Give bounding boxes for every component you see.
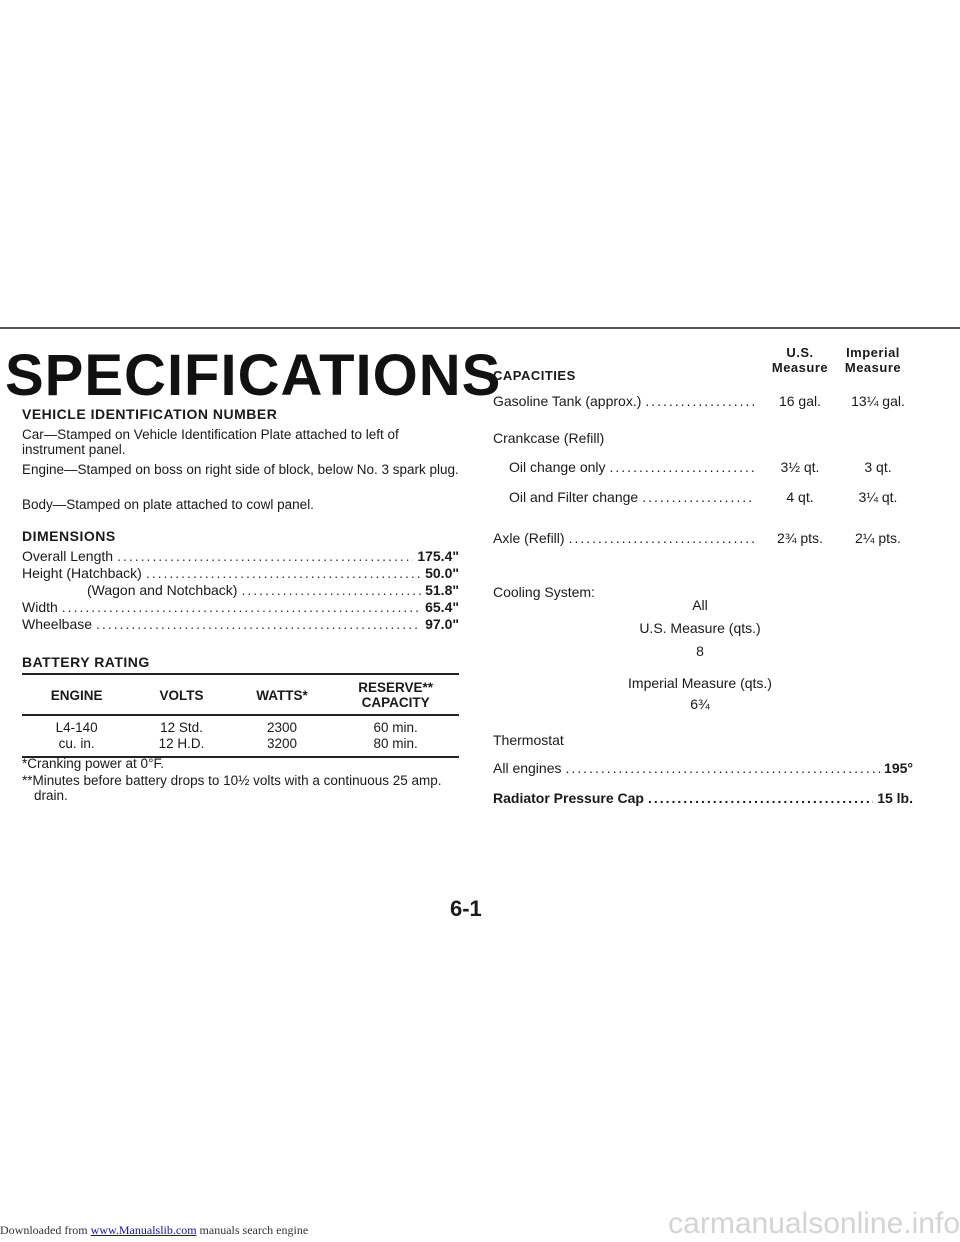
watermark: carmanualsonline.info [668,1207,960,1240]
dimension-row: Height (Hatchback) ..... 50.0" [22,565,459,582]
oil-filter-us: 4 qt. [786,489,814,505]
axle-row: Axle (Refill) ..... [493,530,758,546]
table-row: L4-140 12 Std. 2300 60 min. [55,720,418,735]
vin-engine-text: Engine—Stamped on boss on right side of block, below No. 3 spark plug. [22,462,459,477]
vin-body-text: Body—Stamped on plate attached to cowl panel. [22,497,314,512]
us-measure-header: U.S. Measure [771,345,829,375]
oil-filter-row: Oil and Filter change ..... [509,489,758,505]
table-row: cu. in. 12 H.D. 3200 80 min. [22,736,459,757]
vin-car-text: Car—Stamped on Vehicle Identification Plate attached to left of instrument panel. [22,427,399,457]
col-reserve: RESERVE** CAPACITY [358,680,434,710]
top-rule [0,327,960,329]
dimension-row: (Wagon and Notchback) ..... 51.8" [22,582,459,599]
dimension-row: Width ..... 65.4" [22,599,459,616]
oil-change-imp: 3 qt. [864,459,892,475]
crankcase-label: Crankcase (Refill) [493,430,605,446]
page-title: SPECIFICATIONS [5,343,502,408]
capacities-heading: CAPACITIES [493,368,576,383]
gasoline-us: 16 gal. [778,393,822,409]
gasoline-imp: 13¼ gal. [851,393,905,409]
battery-table-top-rule [22,673,459,675]
axle-us: 2¾ pts. [777,530,823,546]
cooling-system-label: Cooling System: [493,584,595,600]
oil-filter-imp: 3¼ qt. [858,489,898,505]
col-engine: ENGINE [50,687,103,703]
oil-change-us: 3½ qt. [780,459,820,475]
axle-imp: 2¼ pts. [855,530,901,546]
cooling-us-label: U.S. Measure (qts.) [639,620,761,636]
col-watts: WATTS* [256,687,308,703]
battery-heading: BATTERY RATING [22,654,150,670]
battery-table [22,678,459,758]
gasoline-row: Gasoline Tank (approx.) ..... [493,393,758,409]
dimensions-list [22,548,459,633]
radiator-cap-row: Radiator Pressure Cap ..... 15 lb. [493,790,913,806]
dimension-row: Wheelbase ..... 97.0" [22,616,459,633]
cooling-us-value: 8 [696,643,704,659]
oil-change-row: Oil change only ..... [509,459,758,475]
dimension-row: Overall Length ..... 175.4" [22,548,459,565]
thermostat-label: Thermostat [493,732,564,748]
manualslib-link[interactable]: www.Manualslib.com [90,1223,197,1237]
imperial-measure-header: Imperial Measure [844,345,902,375]
page-number: 6-1 [450,896,482,921]
cooling-imp-label: Imperial Measure (qts.) [628,675,772,691]
all-engines-row: All engines ..... 195° [493,760,913,776]
vin-heading: VEHICLE IDENTIFICATION NUMBER [22,406,278,422]
download-footer: Downloaded from www.Manualslib.com manuals search engine [0,1223,309,1237]
battery-note-2: **Minutes before battery drops to 10½ volts with a continuous 25 amp. drain. [22,773,442,803]
cooling-imp-value: 6¾ [690,696,710,712]
dimensions-heading: DIMENSIONS [22,528,116,544]
cooling-all: All [692,597,708,613]
col-volts: VOLTS [159,687,204,703]
battery-note-1: *Cranking power at 0°F. [22,756,164,771]
